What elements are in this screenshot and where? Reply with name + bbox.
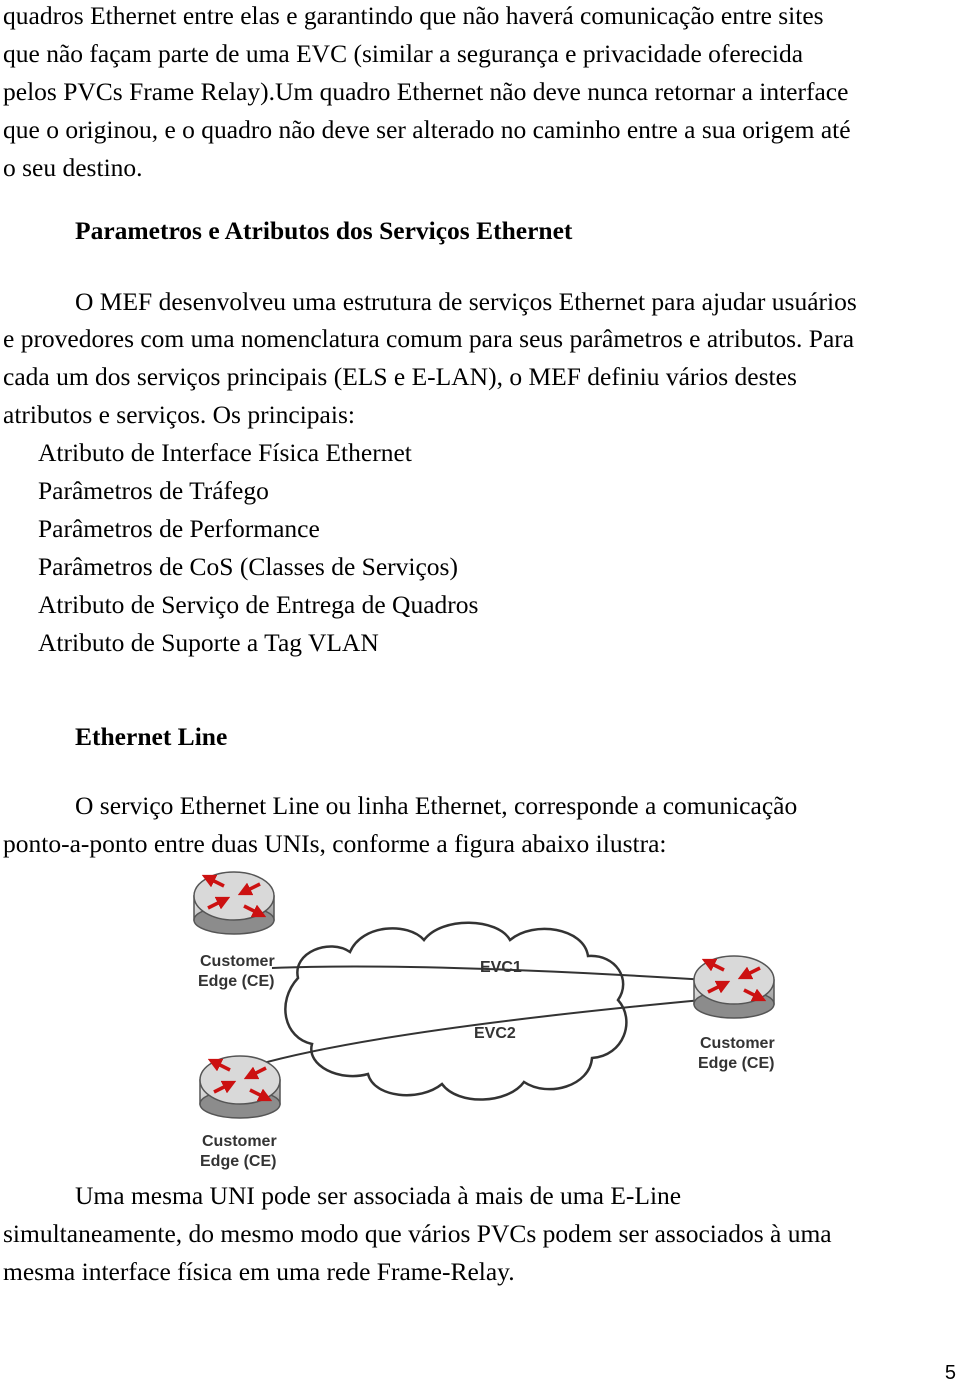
ce-label: Edge (CE) — [200, 1153, 277, 1170]
list-item: Parâmetros de CoS (Classes de Serviços) — [38, 552, 458, 581]
router-icon — [194, 872, 274, 934]
body-text-line: mesma interface física em uma rede Frame-Relay. — [3, 1257, 515, 1286]
ce-label: Edge (CE) — [698, 1055, 775, 1072]
body-text-line: quadros Ethernet entre elas e garantindo que não haverá comunicação entre sites — [3, 1, 824, 30]
section-heading: Parametros e Atributos dos Serviços Ethernet — [75, 216, 573, 245]
router-icon — [200, 1056, 280, 1118]
body-text-line: e provedores com uma nomenclatura comum para seus parâmetros e atributos. Para — [3, 324, 855, 353]
list-item: Atributo de Serviço de Entrega de Quadros — [38, 590, 479, 619]
body-text-line: o seu destino. — [3, 153, 143, 182]
body-text-line: pelos PVCs Frame Relay).Um quadro Ethernet não deve nunca retornar a interface — [3, 77, 849, 106]
router-icon — [694, 956, 774, 1018]
body-text-line: cada um dos serviços principais (ELS e E-LAN), o MEF definiu vários destes — [3, 362, 797, 391]
evc1-label: EVC1 — [480, 959, 522, 976]
list-item: Atributo de Interface Física Ethernet — [38, 438, 412, 467]
evc2-label: EVC2 — [474, 1025, 516, 1042]
section-heading: Ethernet Line — [75, 722, 228, 751]
body-text-line: que não façam parte de uma EVC (similar a segurança e privacidade oferecida — [3, 39, 804, 68]
body-text-line: atributos e serviços. Os principais: — [3, 400, 355, 429]
ce-label: Customer — [700, 1035, 775, 1052]
list-item: Atributo de Suporte a Tag VLAN — [38, 628, 379, 657]
ce-label: Edge (CE) — [198, 973, 275, 990]
list-item: Parâmetros de Performance — [38, 514, 320, 543]
body-text-line: O MEF desenvolveu uma estrutura de serviços Ethernet para ajudar usuários — [75, 287, 857, 316]
body-text-line: ponto-a-ponto entre duas UNIs, conforme a figura abaixo ilustra: — [3, 829, 667, 858]
body-text-line: que o originou, e o quadro não deve ser alterado no caminho entre a sua origem até — [3, 115, 851, 144]
list-item: Parâmetros de Tráfego — [38, 476, 269, 505]
page-number: 5 — [944, 1362, 956, 1384]
body-text-line: simultaneamente, do mesmo modo que vários PVCs podem ser associados à uma — [3, 1219, 832, 1248]
network-cloud — [285, 923, 626, 1100]
ce-label: Customer — [202, 1133, 277, 1150]
ce-label: Customer — [200, 953, 275, 970]
body-text-line: O serviço Ethernet Line ou linha Ethernet, corresponde a comunicação — [75, 791, 798, 820]
body-text-line: Uma mesma UNI pode ser associada à mais de uma E-Line — [75, 1181, 682, 1210]
ethernet-line-diagram — [180, 860, 800, 1178]
